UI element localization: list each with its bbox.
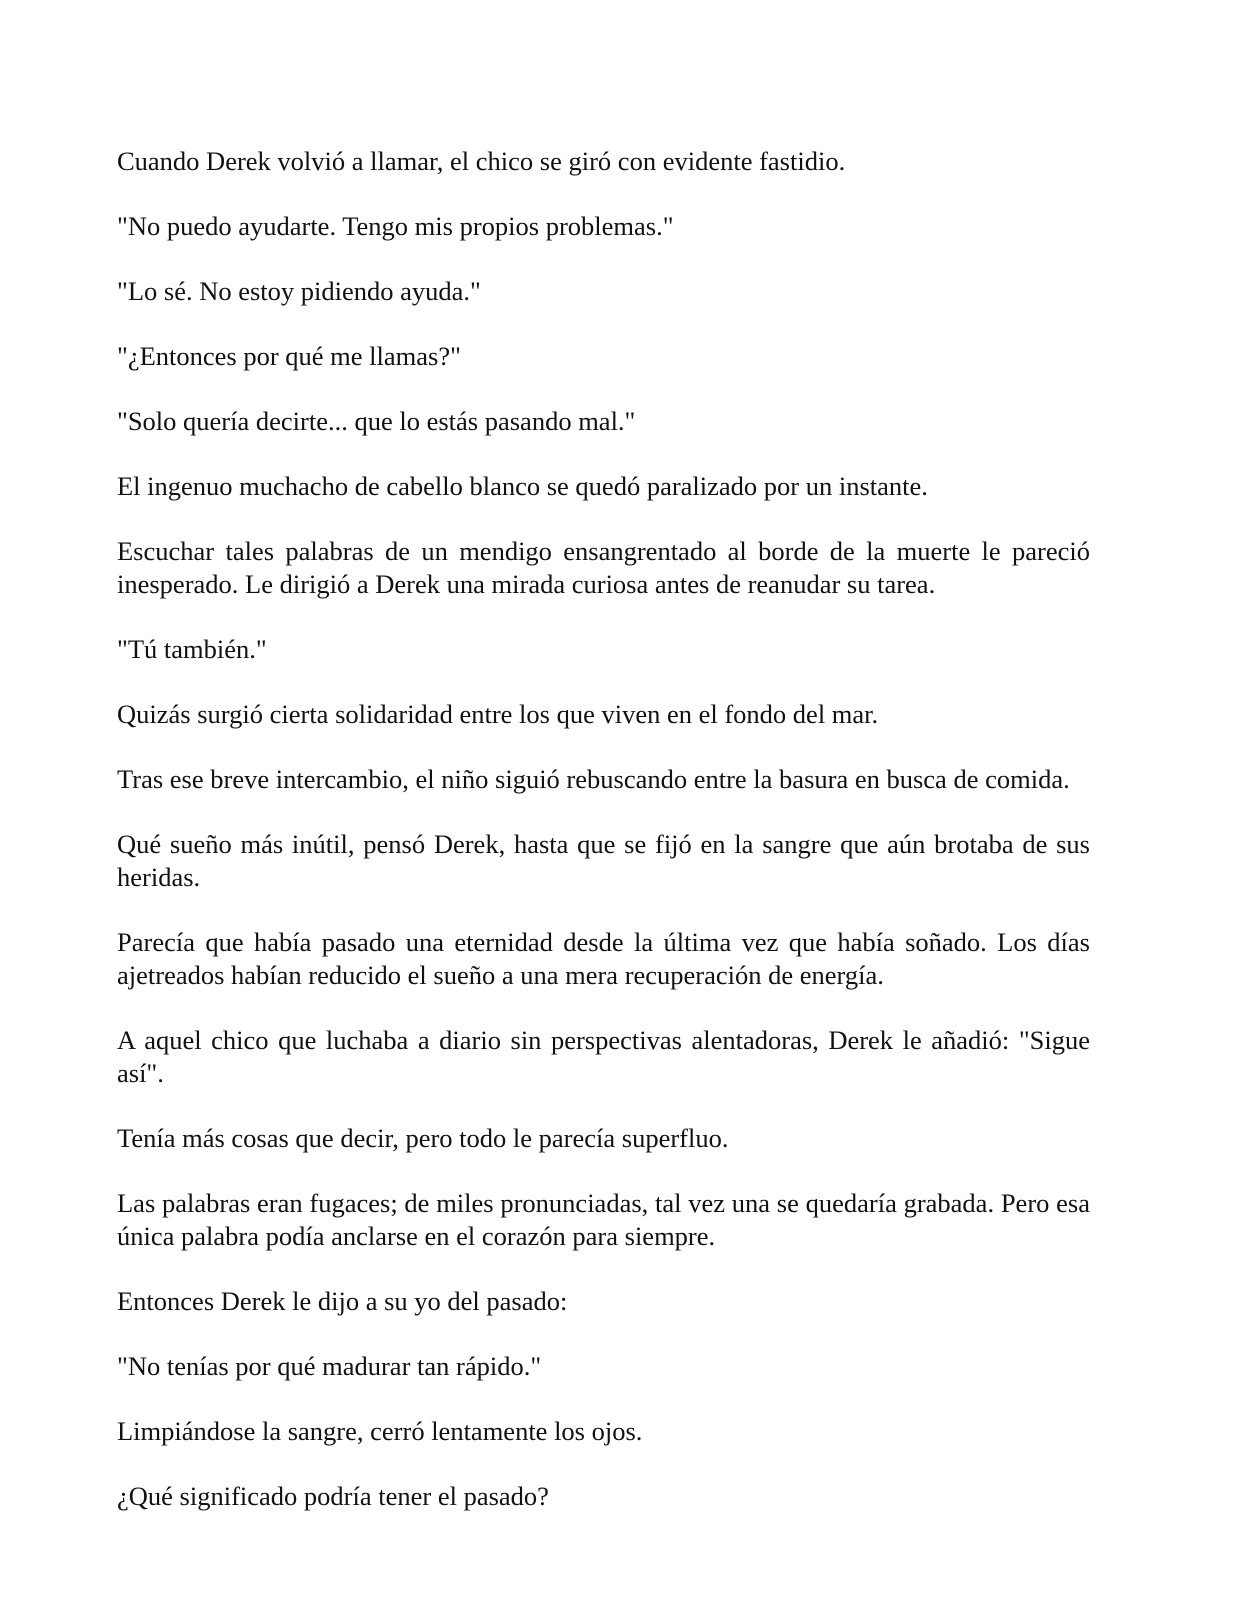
paragraph: Limpiándose la sangre, cerró lentamente los ojos. (117, 1416, 643, 1446)
paragraph: Cuando Derek volvió a llamar, el chico se giró con evidente fastidio. (117, 146, 846, 176)
paragraph: Entonces Derek le dijo a su yo del pasado: (117, 1286, 568, 1316)
paragraph: "No tenías por qué madurar tan rápido." (117, 1351, 542, 1381)
paragraph: "¿Entonces por qué me llamas?" (117, 341, 461, 371)
paragraph: A aquel chico que luchaba a diario sin perspectivas alentadoras, Derek le añadió: "Sigue así". (117, 1025, 1090, 1088)
paragraph: El ingenuo muchacho de cabello blanco se quedó paralizado por un instante. (117, 471, 928, 501)
paragraph: "No puedo ayudarte. Tengo mis propios problemas." (117, 211, 674, 241)
paragraph: Parecía que había pasado una eternidad desde la última vez que había soñado. Los días ajetreados habían reducido el sueño a una mera recuperación de energía. (117, 927, 1090, 990)
paragraph: "Solo quería decirte... que lo estás pasando mal." (117, 406, 636, 436)
paragraph: Tras ese breve intercambio, el niño siguió rebuscando entre la basura en busca de comida. (117, 764, 1070, 794)
body-text (117, 145, 1090, 1513)
paragraph: Qué sueño más inútil, pensó Derek, hasta que se fijó en la sangre que aún brotaba de sus heridas. (117, 829, 1090, 892)
paragraph: ¿Qué significado podría tener el pasado? (117, 1481, 549, 1511)
paragraph: "Tú también." (117, 634, 267, 664)
paragraph: Escuchar tales palabras de un mendigo ensangrentado al borde de la muerte le pareció inesperado. Le dirigió a Derek una mirada curiosa antes de reanudar su tarea. (117, 536, 1090, 599)
paragraph: Quizás surgió cierta solidaridad entre los que viven en el fondo del mar. (117, 699, 879, 729)
paragraph: Las palabras eran fugaces; de miles pronunciadas, tal vez una se quedaría grabada. Pero esa única palabra podía anclarse en el corazón para siempre. (117, 1188, 1090, 1251)
paragraph: "Lo sé. No estoy pidiendo ayuda." (117, 276, 481, 306)
paragraph: Tenía más cosas que decir, pero todo le parecía superfluo. (117, 1123, 729, 1153)
